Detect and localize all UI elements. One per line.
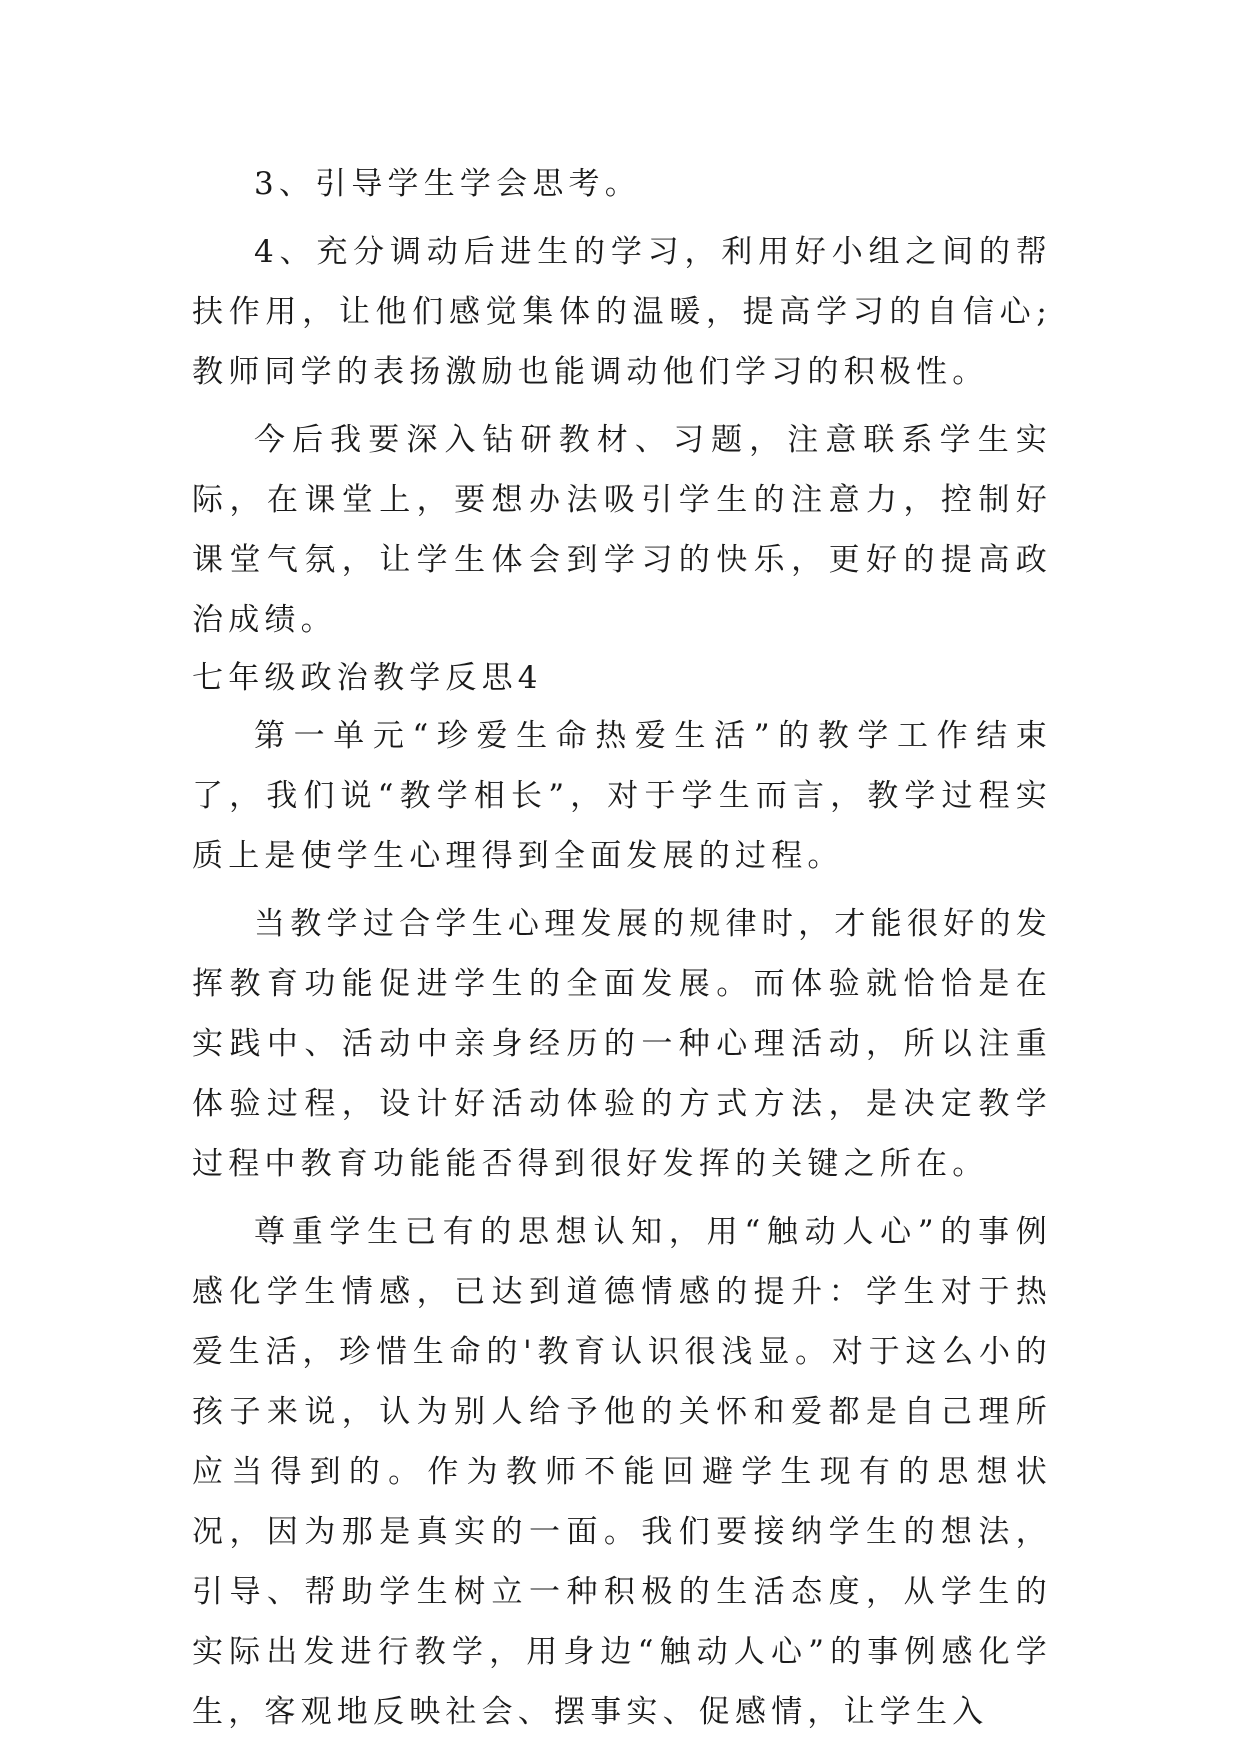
paragraph-item-3: 3、引导学生学会思考。 <box>254 166 641 202</box>
paragraph-unit-one: 第一单元“珍爱生命热爱生活”的教学工作结束了，我们说“教学相长”，对于学生而言，教学过程实质上是使学生心理得到全面发展的过程。 <box>192 718 1052 874</box>
paragraph-future-plan: 今后我要深入钻研教材、习题，注意联系学生实际，在课堂上，要想办法吸引学生的注意力，控制好课堂气氛，让学生体会到学习的快乐，更好的提高政治成绩。 <box>192 422 1052 638</box>
paragraph-respect-students: 尊重学生已有的思想认知，用“触动人心”的事例感化学生情感，已达到道德情感的提升：学生对于热爱生活，珍惜生命的'教育认识很浅显。对于这么小的孩子来说，认为别人给予他的关怀和爱都是自己理所应当得到的。作为教师不能回避学生现有的思想状况，因为那是真实的一面。我们要接纳学生的想法，引导、帮助学生树立一种积极的生活态度，从学生的实际出发进行教学，用身边“触动人心”的事例感化学生，客观地反映社会、摆事实、促感情，让学生入 <box>192 1214 1052 1730</box>
section-heading: 七年级政治教学反思4 <box>192 660 543 696</box>
document-body <box>192 154 1052 1742</box>
paragraph-experience: 当教学过合学生心理发展的规律时，才能很好的发挥教育功能促进学生的全面发展。而体验就恰恰是在实践中、活动中亲身经历的一种心理活动，所以注重体验过程，设计好活动体验的方式方法，是决定教学过程中教育功能能否得到很好发挥的关键之所在。 <box>192 906 1052 1182</box>
paragraph-item-4: 4、充分调动后进生的学习，利用好小组之间的帮扶作用，让他们感觉集体的温暖，提高学习的自信心;教师同学的表扬激励也能调动他们学习的积极性。 <box>192 234 1052 390</box>
